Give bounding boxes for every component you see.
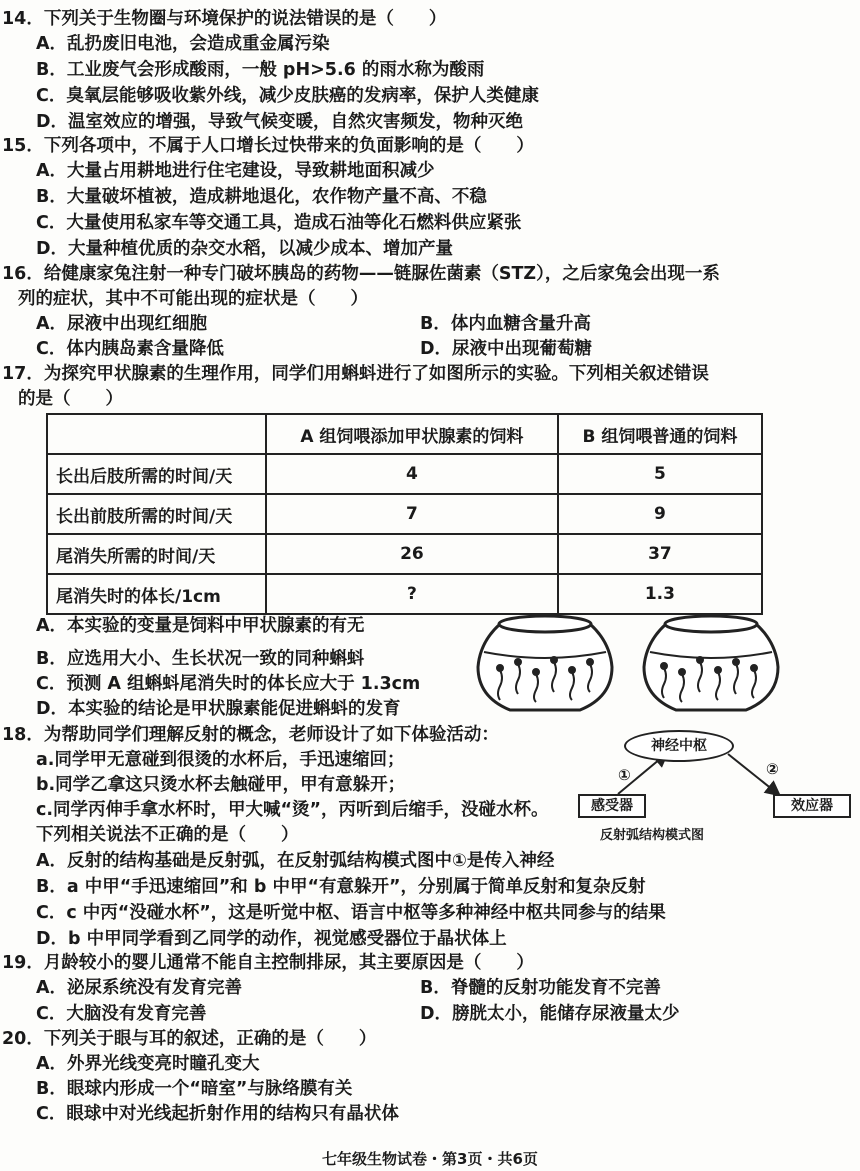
nerve-center-node: 神经中枢 — [624, 730, 734, 762]
q17-option-b: B．应选用大小、生长状况一致的同种蝌蚪 — [36, 649, 365, 669]
table-cell: ? — [266, 574, 558, 614]
q20-option-b: B．眼球内形成一个“暗室”与脉络膜有关 — [36, 1079, 353, 1099]
q15-stem: 15．下列各项中，不属于人口增长过快带来的负面影响的是（ ） — [2, 136, 534, 156]
q16-stem-line1: 16．给健康家兔注射一种专门破坏胰岛的药物——链脲佐菌素（STZ），之后家兔会出现一系 — [2, 264, 720, 284]
q20-option-a: A．外界光线变亮时瞳孔变大 — [36, 1054, 260, 1074]
q14-stem: 14．下列关于生物圈与环境保护的说法错误的是（ ） — [2, 9, 447, 29]
q14-option-d: D．温室效应的增强，导致气候变暖，自然灾害频发，物种灭绝 — [36, 112, 524, 132]
table-header-cell: A 组饲喂添加甲状腺素的饲料 — [266, 414, 558, 454]
q16-option-c: C．体内胰岛素含量降低 — [36, 339, 224, 359]
table-cell: 长出后肢所需的时间/天 — [47, 454, 266, 494]
page-footer: 七年级生物试卷・第3页・共6页 — [322, 1150, 538, 1168]
table-cell: 37 — [558, 534, 762, 574]
q18-option-b: B．a 中甲“手迅速缩回”和 b 中甲“有意躲开”，分别属于简单反射和复杂反射 — [36, 877, 646, 897]
q15-option-c: C．大量使用私家车等交通工具，造成石油等化石燃料供应紧张 — [36, 213, 522, 233]
table-header-row — [47, 414, 762, 454]
q18-option-d: D．b 中甲同学看到乙同学的动作，视觉感受器位于晶状体上 — [36, 929, 507, 949]
q17-option-a: A．本实验的变量是饲料中甲状腺素的有无 — [36, 616, 365, 636]
table-cell: 4 — [266, 454, 558, 494]
q14-option-a: A．乱扔废旧电池，会造成重金属污染 — [36, 34, 330, 54]
table-header-cell — [47, 414, 266, 454]
table-cell: 尾消失所需的时间/天 — [47, 534, 266, 574]
table-row — [47, 454, 762, 494]
q18-prompt: 下列相关说法不正确的是（ ） — [36, 825, 299, 845]
q19-stem: 19．月龄较小的婴儿通常不能自主控制排尿，其主要原因是（ ） — [2, 953, 534, 973]
arrow-1-label: ① — [618, 766, 631, 784]
q18-item-a: a.同学甲无意碰到很烫的水杯后，手迅速缩回； — [36, 750, 405, 770]
q19-option-b: B．脊髓的反射功能发育不完善 — [420, 978, 661, 998]
q18-option-c: C．c 中丙“没碰水杯”，这是听觉中枢、语言中枢等多种神经中枢共同参与的结果 — [36, 903, 666, 923]
q18-stem: 18．为帮助同学们理解反射的概念，老师设计了如下体验活动： — [2, 725, 499, 745]
q16-option-b: B．体内血糖含量升高 — [420, 314, 591, 334]
q16-stem-line2: 列的症状，其中不可能出现的症状是（ ） — [18, 289, 368, 309]
q17-option-d: D．本实验的结论是甲状腺素能促进蝌蚪的发育 — [36, 699, 401, 719]
q14-option-b: B．工业废气会形成酸雨，一般 pH>5.6 的雨水称为酸雨 — [36, 60, 485, 80]
q18-item-b: b.同学乙拿这只烫水杯去触碰甲，甲有意躲开； — [36, 775, 406, 795]
table-row — [47, 534, 762, 574]
table-header-cell: B 组饲喂普通的饲料 — [558, 414, 762, 454]
arrow-2-label: ② — [766, 760, 779, 778]
effector-node: 效应器 — [773, 794, 851, 818]
q19-option-d: D．膀胱太小，能储存尿液量太少 — [420, 1004, 680, 1024]
q16-option-a: A．尿液中出现红细胞 — [36, 314, 208, 334]
q18-option-a: A．反射的结构基础是反射弧，在反射弧结构模式图中①是传入神经 — [36, 851, 555, 871]
q15-option-a: A．大量占用耕地进行住宅建设，导致耕地面积减少 — [36, 161, 435, 181]
q15-option-d: D．大量种植优质的杂交水稻，以减少成本、增加产量 — [36, 239, 454, 259]
table-cell: 26 — [266, 534, 558, 574]
tadpole-bowl-a-illustration — [470, 612, 620, 716]
table-cell: 7 — [266, 494, 558, 534]
q18-item-c: c.同学丙伸手拿水杯时，甲大喊“烫”，丙听到后缩手，没碰水杯。 — [36, 800, 549, 820]
table-row — [47, 574, 762, 614]
table-cell: 1.3 — [558, 574, 762, 614]
reflex-arc-diagram — [578, 728, 853, 848]
table-cell: 9 — [558, 494, 762, 534]
q19-option-c: C．大脑没有发育完善 — [36, 1004, 207, 1024]
table-cell: 5 — [558, 454, 762, 494]
q15-option-b: B．大量破坏植被，造成耕地退化，农作物产量不高、不稳 — [36, 187, 487, 207]
q16-option-d: D．尿液中出现葡萄糖 — [420, 339, 593, 359]
q20-option-c: C．眼球中对光线起折射作用的结构只有晶状体 — [36, 1104, 399, 1124]
q19-option-a: A．泌尿系统没有发育完善 — [36, 978, 243, 998]
q14-option-c: C．臭氧层能够吸收紫外线，减少皮肤癌的发病率，保护人类健康 — [36, 86, 539, 106]
q17-option-c: C．预测 A 组蝌蚪尾消失时的体长应大于 1.3cm — [36, 674, 421, 694]
receptor-node: 感受器 — [578, 794, 646, 818]
experiment-table — [46, 413, 763, 615]
table-row — [47, 494, 762, 534]
table-cell: 尾消失时的体长/1cm — [47, 574, 266, 614]
q17-stem-line1: 17．为探究甲状腺素的生理作用，同学们用蝌蚪进行了如图所示的实验。下列相关叙述错误 — [2, 364, 709, 384]
table-cell: 长出前肢所需的时间/天 — [47, 494, 266, 534]
diagram-caption: 反射弧结构模式图 — [600, 828, 705, 843]
q20-stem: 20．下列关于眼与耳的叙述，正确的是（ ） — [2, 1029, 377, 1049]
tadpole-bowl-b-illustration — [636, 612, 786, 716]
q17-stem-line2: 的是（ ） — [18, 389, 123, 409]
